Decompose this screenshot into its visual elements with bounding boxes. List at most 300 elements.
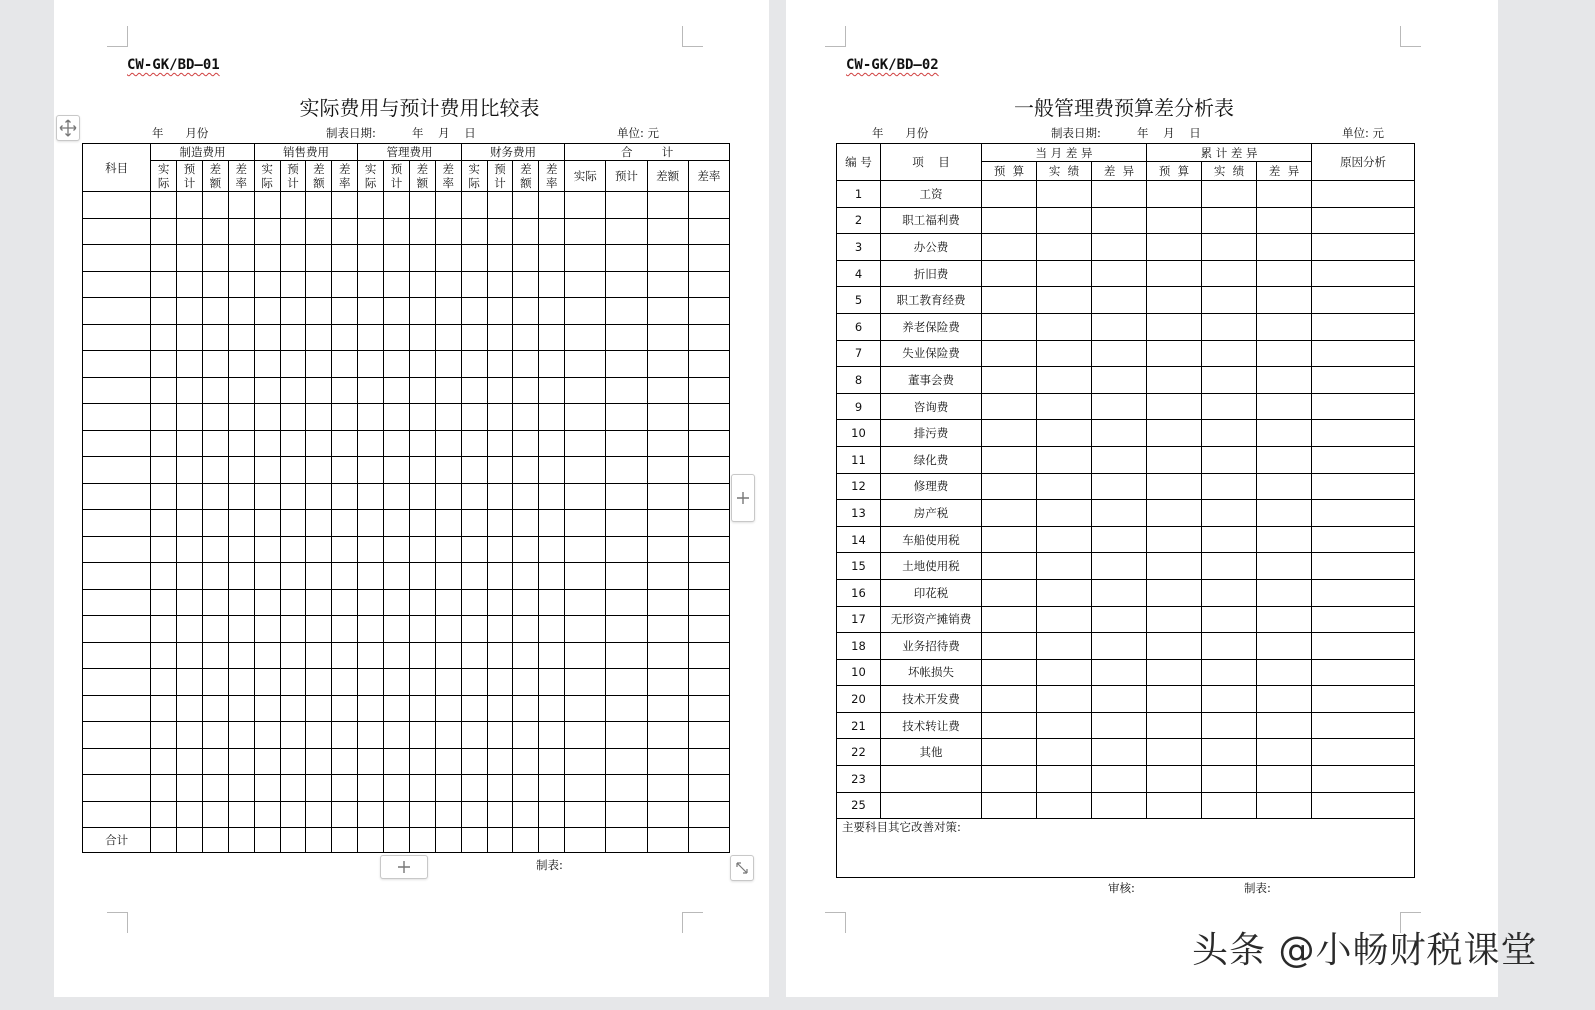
table-cell[interactable] bbox=[202, 483, 228, 510]
table-cell[interactable] bbox=[565, 324, 606, 351]
table-cell[interactable] bbox=[1092, 739, 1147, 766]
table-cell[interactable] bbox=[539, 748, 565, 775]
table-cell[interactable] bbox=[688, 483, 729, 510]
table-cell[interactable] bbox=[306, 483, 332, 510]
table-cell[interactable] bbox=[151, 218, 177, 245]
table-cell[interactable] bbox=[461, 192, 487, 219]
table-cell[interactable] bbox=[487, 457, 513, 484]
table-cell[interactable] bbox=[461, 457, 487, 484]
table-cell[interactable] bbox=[1092, 792, 1147, 819]
table-cell[interactable] bbox=[202, 563, 228, 590]
row-item[interactable]: 办公费 bbox=[881, 234, 982, 261]
table-cell[interactable] bbox=[228, 510, 254, 537]
table-cell[interactable] bbox=[435, 695, 461, 722]
table-cell[interactable] bbox=[280, 828, 306, 853]
table-cell[interactable] bbox=[606, 377, 647, 404]
table-cell[interactable] bbox=[688, 271, 729, 298]
table-cell[interactable] bbox=[1147, 500, 1202, 527]
table-cell[interactable] bbox=[83, 298, 151, 325]
table-cell[interactable] bbox=[202, 245, 228, 272]
table-cell[interactable] bbox=[306, 271, 332, 298]
table-cell[interactable] bbox=[358, 536, 384, 563]
table-cell[interactable] bbox=[565, 695, 606, 722]
table-cell[interactable] bbox=[1147, 313, 1202, 340]
table-cell[interactable] bbox=[1147, 579, 1202, 606]
table-cell[interactable] bbox=[539, 536, 565, 563]
table-cell[interactable] bbox=[332, 589, 358, 616]
table-cell[interactable] bbox=[151, 510, 177, 537]
table-cell[interactable] bbox=[565, 563, 606, 590]
table-cell[interactable] bbox=[202, 642, 228, 669]
table-cell[interactable] bbox=[151, 616, 177, 643]
table-cell[interactable] bbox=[513, 510, 539, 537]
table-cell[interactable] bbox=[409, 298, 435, 325]
table-cell[interactable] bbox=[647, 457, 688, 484]
table-cell[interactable] bbox=[306, 695, 332, 722]
table-cell[interactable] bbox=[358, 430, 384, 457]
date-label[interactable]: 制表日期: bbox=[326, 126, 376, 140]
table-cell[interactable] bbox=[409, 351, 435, 378]
table-cell[interactable] bbox=[461, 377, 487, 404]
table-cell[interactable] bbox=[228, 616, 254, 643]
table-cell[interactable] bbox=[461, 324, 487, 351]
table-cell[interactable] bbox=[1092, 500, 1147, 527]
table-cell[interactable] bbox=[513, 430, 539, 457]
table-cell[interactable] bbox=[332, 404, 358, 431]
table-cell[interactable] bbox=[1312, 313, 1415, 340]
table-cell[interactable] bbox=[606, 616, 647, 643]
table-cell[interactable] bbox=[202, 828, 228, 853]
table-cell[interactable] bbox=[647, 298, 688, 325]
table-cell[interactable] bbox=[1257, 473, 1312, 500]
table-cell[interactable] bbox=[409, 245, 435, 272]
table-cell[interactable] bbox=[384, 351, 410, 378]
table-cell[interactable] bbox=[1257, 287, 1312, 314]
header-sub-col[interactable] bbox=[409, 161, 435, 192]
table-cell[interactable] bbox=[1092, 287, 1147, 314]
table-cell[interactable] bbox=[487, 775, 513, 802]
table-cell[interactable] bbox=[565, 669, 606, 696]
table-cell[interactable] bbox=[513, 828, 539, 853]
table-cell[interactable] bbox=[306, 245, 332, 272]
table-cell[interactable] bbox=[1037, 393, 1092, 420]
table-cell[interactable] bbox=[177, 722, 203, 749]
table-cell[interactable] bbox=[461, 748, 487, 775]
table-cell[interactable] bbox=[539, 642, 565, 669]
table-cell[interactable] bbox=[1147, 553, 1202, 580]
header-sub-col[interactable] bbox=[280, 161, 306, 192]
table-cell[interactable] bbox=[1147, 766, 1202, 793]
table-cell[interactable] bbox=[1202, 367, 1257, 394]
table-cell[interactable] bbox=[1202, 313, 1257, 340]
table-cell[interactable] bbox=[606, 430, 647, 457]
table-cell[interactable] bbox=[83, 775, 151, 802]
table-cell[interactable] bbox=[202, 430, 228, 457]
table-cell[interactable] bbox=[306, 748, 332, 775]
table-cell[interactable] bbox=[409, 324, 435, 351]
table-cell[interactable] bbox=[1312, 633, 1415, 660]
table-cell[interactable] bbox=[461, 695, 487, 722]
table-cell[interactable] bbox=[565, 457, 606, 484]
table-cell[interactable] bbox=[83, 457, 151, 484]
table-cell[interactable] bbox=[565, 775, 606, 802]
table-cell[interactable] bbox=[358, 616, 384, 643]
table-cell[interactable] bbox=[606, 218, 647, 245]
table-cell[interactable] bbox=[358, 377, 384, 404]
table-cell[interactable] bbox=[228, 563, 254, 590]
table-cell[interactable] bbox=[280, 510, 306, 537]
table-cell[interactable] bbox=[177, 245, 203, 272]
row-item[interactable]: 养老保险费 bbox=[881, 313, 982, 340]
table-cell[interactable] bbox=[1202, 606, 1257, 633]
table-cell[interactable] bbox=[177, 218, 203, 245]
table-cell[interactable] bbox=[83, 245, 151, 272]
add-column-button[interactable] bbox=[731, 474, 755, 522]
table-cell[interactable] bbox=[280, 536, 306, 563]
header-sub-col[interactable] bbox=[151, 161, 177, 192]
table-cell[interactable] bbox=[688, 377, 729, 404]
table-cell[interactable] bbox=[982, 287, 1037, 314]
table-cell[interactable] bbox=[280, 483, 306, 510]
row-number[interactable]: 13 bbox=[837, 500, 881, 527]
table-cell[interactable] bbox=[1202, 633, 1257, 660]
table-cell[interactable] bbox=[384, 616, 410, 643]
table-cell[interactable] bbox=[487, 245, 513, 272]
table-cell[interactable] bbox=[565, 430, 606, 457]
table-cell[interactable] bbox=[435, 536, 461, 563]
table-cell[interactable] bbox=[1037, 659, 1092, 686]
table-cell[interactable] bbox=[254, 404, 280, 431]
table-cell[interactable] bbox=[435, 192, 461, 219]
table-cell[interactable] bbox=[384, 536, 410, 563]
table-cell[interactable] bbox=[461, 801, 487, 828]
table-cell[interactable] bbox=[202, 536, 228, 563]
row-number[interactable]: 18 bbox=[837, 633, 881, 660]
table-cell[interactable] bbox=[332, 801, 358, 828]
date-label[interactable]: 制表日期: bbox=[1051, 126, 1101, 140]
table-cell[interactable] bbox=[358, 775, 384, 802]
header-sub-col[interactable]: 预 算 bbox=[1147, 162, 1202, 181]
table-cell[interactable] bbox=[647, 828, 688, 853]
table-cell[interactable] bbox=[358, 351, 384, 378]
table-cell[interactable] bbox=[83, 722, 151, 749]
table-cell[interactable] bbox=[177, 271, 203, 298]
table-cell[interactable] bbox=[435, 404, 461, 431]
table-cell[interactable] bbox=[384, 510, 410, 537]
table-cell[interactable] bbox=[280, 801, 306, 828]
table-cell[interactable] bbox=[202, 695, 228, 722]
table-cell[interactable] bbox=[1312, 260, 1415, 287]
add-row-button[interactable] bbox=[380, 855, 428, 879]
table-cell[interactable] bbox=[461, 404, 487, 431]
table-cell[interactable] bbox=[1037, 313, 1092, 340]
table-cell[interactable] bbox=[435, 828, 461, 853]
table-cell[interactable] bbox=[1202, 553, 1257, 580]
table-cell[interactable] bbox=[1147, 606, 1202, 633]
table-cell[interactable] bbox=[565, 245, 606, 272]
table-cell[interactable] bbox=[1257, 686, 1312, 713]
table-cell[interactable] bbox=[647, 536, 688, 563]
table-cell[interactable] bbox=[1092, 420, 1147, 447]
table-cell[interactable] bbox=[177, 298, 203, 325]
table-cell[interactable] bbox=[539, 589, 565, 616]
table-cell[interactable] bbox=[513, 271, 539, 298]
row-item[interactable]: 无形资产摊销费 bbox=[881, 606, 982, 633]
table-cell[interactable] bbox=[384, 563, 410, 590]
table-cell[interactable] bbox=[83, 430, 151, 457]
table-cell[interactable] bbox=[83, 483, 151, 510]
table-cell[interactable] bbox=[306, 298, 332, 325]
table-cell[interactable] bbox=[647, 589, 688, 616]
table-cell[interactable] bbox=[306, 536, 332, 563]
row-item[interactable]: 印花税 bbox=[881, 579, 982, 606]
table-cell[interactable] bbox=[1037, 553, 1092, 580]
table-cell[interactable] bbox=[565, 377, 606, 404]
table-cell[interactable] bbox=[487, 536, 513, 563]
table-cell[interactable] bbox=[982, 606, 1037, 633]
table-cell[interactable] bbox=[606, 801, 647, 828]
table-cell[interactable] bbox=[1257, 446, 1312, 473]
table-cell[interactable] bbox=[280, 563, 306, 590]
table-cell[interactable] bbox=[409, 192, 435, 219]
table-cell[interactable] bbox=[1312, 207, 1415, 234]
table-cell[interactable] bbox=[647, 404, 688, 431]
table-cell[interactable] bbox=[177, 404, 203, 431]
audit-label[interactable]: 审核: bbox=[1108, 881, 1135, 895]
table-cell[interactable] bbox=[539, 669, 565, 696]
table-cell[interactable] bbox=[1312, 420, 1415, 447]
header-group[interactable]: 制造费用 bbox=[151, 144, 255, 161]
table-cell[interactable] bbox=[202, 192, 228, 219]
table-cell[interactable] bbox=[1037, 207, 1092, 234]
table-cell[interactable] bbox=[565, 404, 606, 431]
table-cell[interactable] bbox=[177, 510, 203, 537]
table-cell[interactable] bbox=[83, 351, 151, 378]
table-cell[interactable] bbox=[306, 351, 332, 378]
table-cell[interactable] bbox=[539, 218, 565, 245]
table-cell[interactable] bbox=[254, 377, 280, 404]
table-cell[interactable] bbox=[1312, 792, 1415, 819]
table-cell[interactable] bbox=[177, 324, 203, 351]
table-cell[interactable] bbox=[539, 324, 565, 351]
table-cell[interactable] bbox=[647, 669, 688, 696]
table-cell[interactable] bbox=[280, 298, 306, 325]
table-cell[interactable] bbox=[1147, 686, 1202, 713]
table-cell[interactable] bbox=[647, 351, 688, 378]
row-item[interactable]: 技术转让费 bbox=[881, 712, 982, 739]
table-cell[interactable] bbox=[280, 457, 306, 484]
table-cell[interactable] bbox=[1092, 340, 1147, 367]
header-sub-col[interactable]: 实 绩 bbox=[1037, 162, 1092, 181]
table-cell[interactable] bbox=[539, 828, 565, 853]
table-cell[interactable] bbox=[1147, 712, 1202, 739]
table-cell[interactable] bbox=[306, 669, 332, 696]
table-cell[interactable] bbox=[606, 536, 647, 563]
table-cell[interactable] bbox=[1312, 500, 1415, 527]
table-cell[interactable] bbox=[647, 430, 688, 457]
row-number[interactable]: 20 bbox=[837, 686, 881, 713]
table-cell[interactable] bbox=[982, 766, 1037, 793]
table-cell[interactable] bbox=[202, 377, 228, 404]
table-cell[interactable] bbox=[513, 457, 539, 484]
table-cell[interactable] bbox=[151, 722, 177, 749]
table-cell[interactable] bbox=[151, 298, 177, 325]
table-cell[interactable] bbox=[384, 642, 410, 669]
table-cell[interactable] bbox=[688, 695, 729, 722]
table-cell[interactable] bbox=[280, 616, 306, 643]
table-cell[interactable] bbox=[513, 245, 539, 272]
table-cell[interactable] bbox=[358, 563, 384, 590]
table-cell[interactable] bbox=[1092, 633, 1147, 660]
table-cell[interactable] bbox=[1257, 739, 1312, 766]
table-cell[interactable] bbox=[1092, 446, 1147, 473]
table-cell[interactable] bbox=[358, 271, 384, 298]
table-cell[interactable] bbox=[1202, 712, 1257, 739]
table-cell[interactable] bbox=[254, 324, 280, 351]
header-item[interactable]: 项 目 bbox=[881, 144, 982, 181]
table-cell[interactable] bbox=[1037, 367, 1092, 394]
table-cell[interactable] bbox=[254, 589, 280, 616]
header-sub-col[interactable] bbox=[384, 161, 410, 192]
table-cell[interactable] bbox=[306, 430, 332, 457]
table-cell[interactable] bbox=[487, 563, 513, 590]
table-cell[interactable] bbox=[306, 324, 332, 351]
table-cell[interactable] bbox=[982, 526, 1037, 553]
table-cell[interactable] bbox=[384, 801, 410, 828]
header-sub-col[interactable] bbox=[461, 161, 487, 192]
table-cell[interactable] bbox=[409, 642, 435, 669]
row-number[interactable]: 5 bbox=[837, 287, 881, 314]
table-cell[interactable] bbox=[487, 377, 513, 404]
table-cell[interactable] bbox=[306, 192, 332, 219]
table-cell[interactable] bbox=[606, 642, 647, 669]
table-cell[interactable] bbox=[202, 616, 228, 643]
header-sub-col[interactable] bbox=[513, 161, 539, 192]
table-cell[interactable] bbox=[332, 377, 358, 404]
table-cell[interactable] bbox=[83, 324, 151, 351]
table-cell[interactable] bbox=[606, 589, 647, 616]
table-cell[interactable] bbox=[228, 775, 254, 802]
row-number[interactable]: 6 bbox=[837, 313, 881, 340]
table-cell[interactable] bbox=[1202, 686, 1257, 713]
table-cell[interactable] bbox=[606, 669, 647, 696]
table-cell[interactable] bbox=[358, 828, 384, 853]
table-cell[interactable] bbox=[1092, 393, 1147, 420]
table-cell[interactable] bbox=[409, 801, 435, 828]
table-cell[interactable] bbox=[647, 748, 688, 775]
table-cell[interactable] bbox=[177, 801, 203, 828]
table-cell[interactable] bbox=[688, 748, 729, 775]
date-value[interactable]: 年 月 日 bbox=[1137, 126, 1201, 140]
table-cell[interactable] bbox=[435, 271, 461, 298]
table-cell[interactable] bbox=[565, 298, 606, 325]
table-cell[interactable] bbox=[647, 192, 688, 219]
table-cell[interactable] bbox=[177, 483, 203, 510]
table-cell[interactable] bbox=[982, 207, 1037, 234]
table-cell[interactable] bbox=[306, 801, 332, 828]
row-item[interactable]: 修理费 bbox=[881, 473, 982, 500]
table-cell[interactable] bbox=[565, 616, 606, 643]
table-cell[interactable] bbox=[461, 775, 487, 802]
table-cell[interactable] bbox=[151, 695, 177, 722]
table-cell[interactable] bbox=[1202, 766, 1257, 793]
table-cell[interactable] bbox=[513, 775, 539, 802]
table-cell[interactable] bbox=[1147, 446, 1202, 473]
table-cell[interactable] bbox=[606, 722, 647, 749]
row-item[interactable]: 职工福利费 bbox=[881, 207, 982, 234]
table-cell[interactable] bbox=[487, 430, 513, 457]
row-item[interactable]: 房产税 bbox=[881, 500, 982, 527]
table-cell[interactable] bbox=[435, 642, 461, 669]
table-cell[interactable] bbox=[177, 351, 203, 378]
table-cell[interactable] bbox=[688, 642, 729, 669]
table-cell[interactable] bbox=[461, 483, 487, 510]
row-item[interactable]: 失业保险费 bbox=[881, 340, 982, 367]
header-group[interactable]: 销售费用 bbox=[254, 144, 358, 161]
table-cell[interactable] bbox=[461, 669, 487, 696]
table-cell[interactable] bbox=[358, 192, 384, 219]
table-cell[interactable] bbox=[435, 245, 461, 272]
table-cell[interactable] bbox=[982, 633, 1037, 660]
table-cell[interactable] bbox=[565, 748, 606, 775]
table-cell[interactable] bbox=[487, 642, 513, 669]
table-cell[interactable] bbox=[461, 218, 487, 245]
table-cell[interactable] bbox=[409, 775, 435, 802]
header-total-col[interactable]: 预计 bbox=[606, 161, 647, 192]
table-cell[interactable] bbox=[202, 775, 228, 802]
table-cell[interactable] bbox=[1147, 181, 1202, 208]
table-cell[interactable] bbox=[228, 536, 254, 563]
table-cell[interactable] bbox=[1037, 473, 1092, 500]
table-cell[interactable] bbox=[254, 536, 280, 563]
table-cell[interactable] bbox=[228, 801, 254, 828]
table-cell[interactable] bbox=[358, 589, 384, 616]
table-cell[interactable] bbox=[606, 245, 647, 272]
table-cell[interactable] bbox=[409, 828, 435, 853]
table-cell[interactable] bbox=[513, 351, 539, 378]
table-cell[interactable] bbox=[565, 722, 606, 749]
table-cell[interactable] bbox=[606, 483, 647, 510]
table-cell[interactable] bbox=[539, 801, 565, 828]
table-cell[interactable] bbox=[409, 563, 435, 590]
table-cell[interactable] bbox=[513, 589, 539, 616]
table-cell[interactable] bbox=[1092, 606, 1147, 633]
table-cell[interactable] bbox=[565, 192, 606, 219]
table-cell[interactable] bbox=[647, 510, 688, 537]
row-number[interactable]: 7 bbox=[837, 340, 881, 367]
table-cell[interactable] bbox=[461, 642, 487, 669]
table-cell[interactable] bbox=[254, 218, 280, 245]
table-cell[interactable] bbox=[565, 351, 606, 378]
table-cell[interactable] bbox=[487, 589, 513, 616]
table-cell[interactable] bbox=[177, 642, 203, 669]
table-cell[interactable] bbox=[1037, 739, 1092, 766]
year-month-label[interactable]: 年 月份 bbox=[872, 126, 929, 140]
table-cell[interactable] bbox=[332, 271, 358, 298]
table-cell[interactable] bbox=[565, 536, 606, 563]
table-cell[interactable] bbox=[228, 377, 254, 404]
table-cell[interactable] bbox=[409, 616, 435, 643]
table-cell[interactable] bbox=[539, 430, 565, 457]
table-cell[interactable] bbox=[1147, 792, 1202, 819]
table-cell[interactable] bbox=[539, 298, 565, 325]
row-number[interactable]: 4 bbox=[837, 260, 881, 287]
table-cell[interactable] bbox=[306, 828, 332, 853]
table-cell[interactable] bbox=[435, 563, 461, 590]
table-cell[interactable] bbox=[151, 483, 177, 510]
row-number[interactable]: 25 bbox=[837, 792, 881, 819]
year-month-label[interactable]: 年 月份 bbox=[152, 126, 209, 140]
